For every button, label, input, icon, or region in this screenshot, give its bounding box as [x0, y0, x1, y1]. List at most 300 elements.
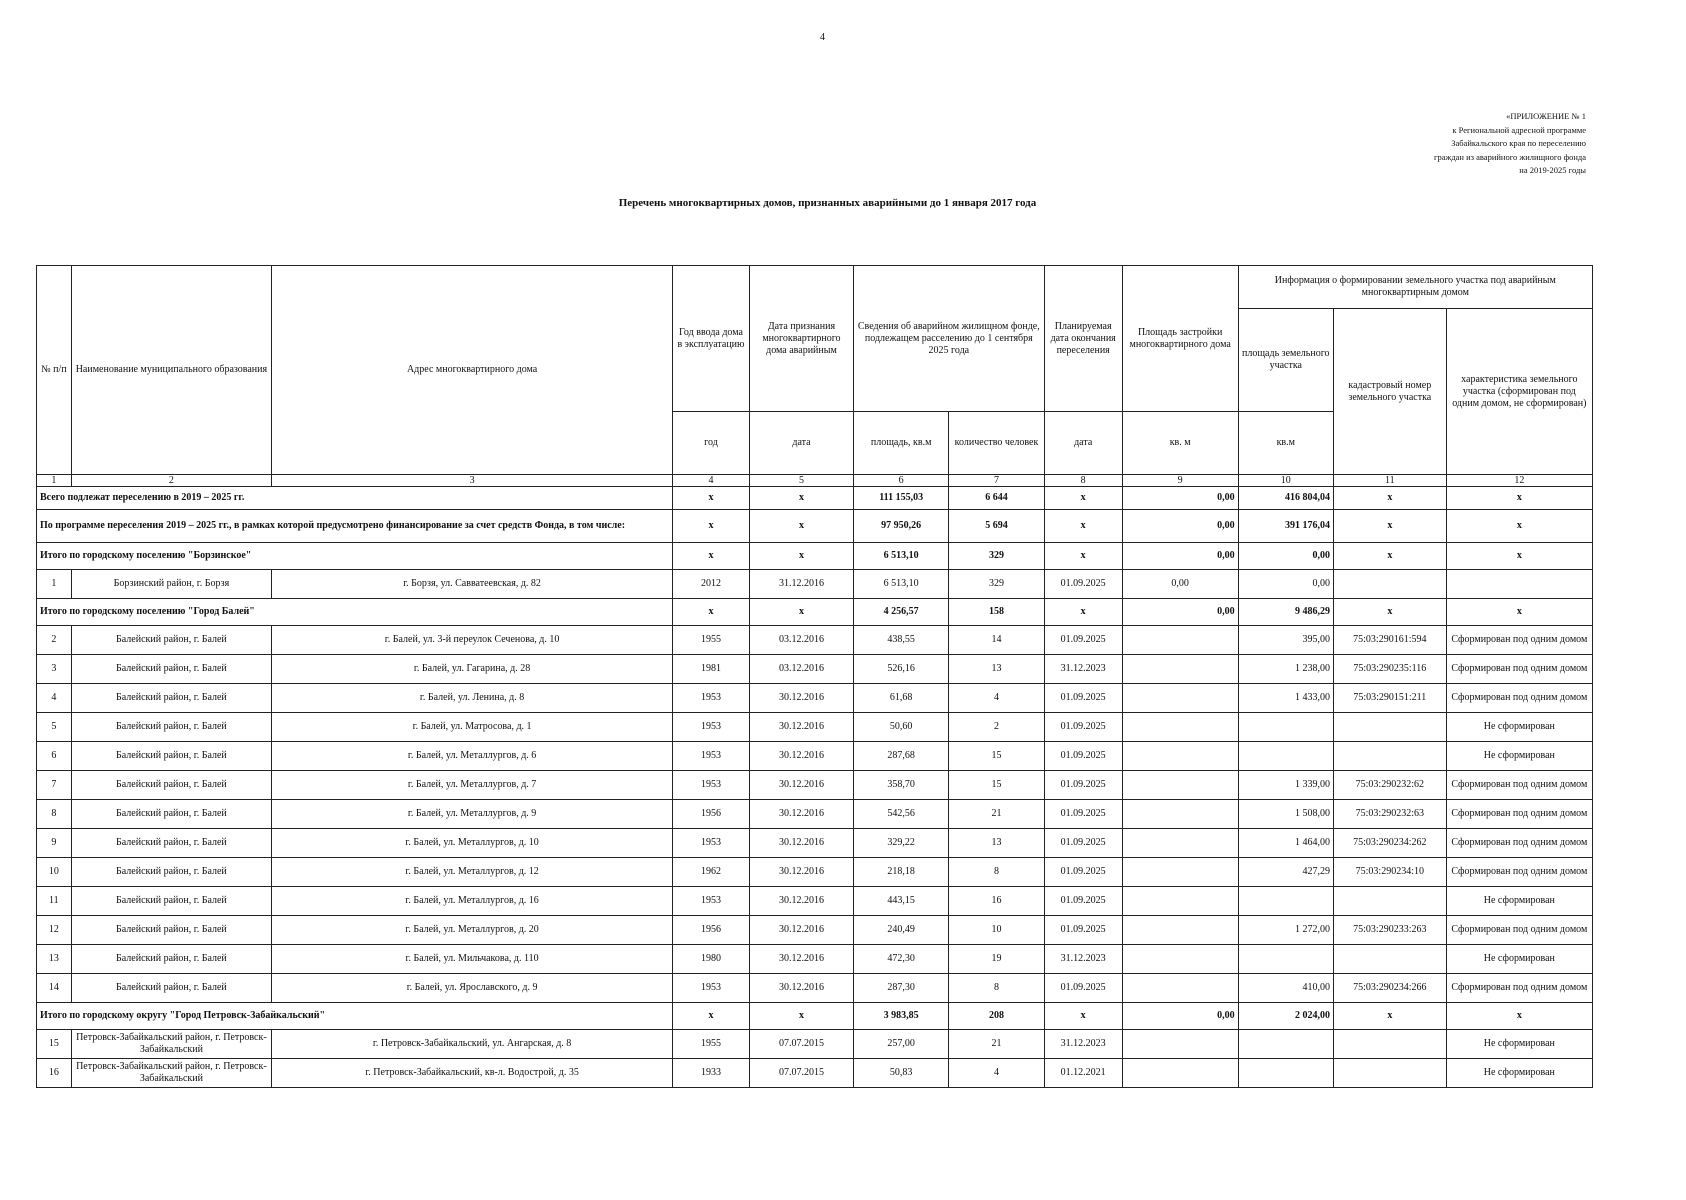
people-cell: 13 — [949, 829, 1044, 858]
summary-cell: x — [1333, 599, 1446, 626]
summary-row — [37, 487, 1593, 510]
year-cell: 1953 — [673, 742, 750, 771]
summary-cell: 111 155,03 — [853, 487, 948, 510]
address-cell: г. Балей, ул. Металлургов, д. 12 — [272, 858, 673, 887]
end-date-cell: 01.09.2025 — [1044, 858, 1122, 887]
row-number: 1 — [37, 570, 72, 599]
land-area-cell — [1238, 945, 1333, 974]
built-area-cell — [1122, 626, 1238, 655]
land-area-cell — [1238, 713, 1333, 742]
address-cell: г. Борзя, ул. Савватеевская, д. 82 — [272, 570, 673, 599]
summary-cell: 208 — [949, 1003, 1044, 1030]
summary-cell: x — [749, 510, 853, 543]
area-cell: 50,60 — [853, 713, 948, 742]
row-number: 4 — [37, 684, 72, 713]
summary-cell: 6 644 — [949, 487, 1044, 510]
date-cell: 30.12.2016 — [749, 800, 853, 829]
date-cell: 30.12.2016 — [749, 974, 853, 1003]
summary-cell: 2 024,00 — [1238, 1003, 1333, 1030]
summary-cell: 9 486,29 — [1238, 599, 1333, 626]
land-char-cell: Не сформирован — [1446, 1059, 1592, 1088]
date-cell: 30.12.2016 — [749, 887, 853, 916]
column-number: 10 — [1238, 475, 1333, 487]
row-number: 5 — [37, 713, 72, 742]
row-number: 8 — [37, 800, 72, 829]
land-area-cell: 427,29 — [1238, 858, 1333, 887]
summary-cell: x — [1446, 487, 1592, 510]
land-char-cell: Не сформирован — [1446, 887, 1592, 916]
people-cell: 8 — [949, 974, 1044, 1003]
cadastral-cell: 75:03:290151:211 — [1333, 684, 1446, 713]
summary-row — [37, 543, 1593, 570]
summary-row — [37, 510, 1593, 543]
people-cell: 2 — [949, 713, 1044, 742]
land-char-cell: Сформирован под одним домом — [1446, 829, 1592, 858]
built-area-cell — [1122, 916, 1238, 945]
summary-cell: 0,00 — [1122, 487, 1238, 510]
end-date-cell: 01.09.2025 — [1044, 742, 1122, 771]
table-row — [37, 570, 1593, 599]
area-cell: 50,83 — [853, 1059, 948, 1088]
land-area-cell: 1 433,00 — [1238, 684, 1333, 713]
area-cell: 218,18 — [853, 858, 948, 887]
land-area-cell: 410,00 — [1238, 974, 1333, 1003]
built-area-cell — [1122, 829, 1238, 858]
summary-label: Итого по городскому поселению "Борзинское" — [37, 543, 673, 570]
area-cell: 472,30 — [853, 945, 948, 974]
municipality-cell: Балейский район, г. Балей — [71, 713, 271, 742]
area-cell: 443,15 — [853, 887, 948, 916]
row-number: 15 — [37, 1030, 72, 1059]
table-body — [37, 487, 1593, 1088]
date-cell: 03.12.2016 — [749, 655, 853, 684]
address-cell: г. Балей, ул. Ярославского, д. 9 — [272, 974, 673, 1003]
address-cell: г. Балей, ул. Металлургов, д. 6 — [272, 742, 673, 771]
built-area-cell: 0,00 — [1122, 570, 1238, 599]
date-cell: 07.07.2015 — [749, 1030, 853, 1059]
area-cell: 287,68 — [853, 742, 948, 771]
date-cell: 30.12.2016 — [749, 742, 853, 771]
table-row — [37, 974, 1593, 1003]
address-cell: г. Балей, ул. Металлургов, д. 9 — [272, 800, 673, 829]
row-number: 6 — [37, 742, 72, 771]
cadastral-cell: 75:03:290233:263 — [1333, 916, 1446, 945]
summary-row — [37, 599, 1593, 626]
year-cell: 1956 — [673, 916, 750, 945]
cadastral-cell — [1333, 570, 1446, 599]
summary-cell: 5 694 — [949, 510, 1044, 543]
land-char-cell: Сформирован под одним домом — [1446, 858, 1592, 887]
cadastral-cell — [1333, 887, 1446, 916]
summary-cell: x — [1446, 543, 1592, 570]
end-date-cell: 01.12.2021 — [1044, 1059, 1122, 1088]
date-cell: 30.12.2016 — [749, 684, 853, 713]
people-cell: 21 — [949, 1030, 1044, 1059]
summary-row — [37, 1003, 1593, 1030]
cadastral-cell: 75:03:290232:63 — [1333, 800, 1446, 829]
summary-cell: 416 804,04 — [1238, 487, 1333, 510]
column-number: 9 — [1122, 475, 1238, 487]
cadastral-cell — [1333, 1059, 1446, 1088]
table-row — [37, 945, 1593, 974]
summary-cell: 3 983,85 — [853, 1003, 948, 1030]
row-number: 9 — [37, 829, 72, 858]
column-number: 12 — [1446, 475, 1592, 487]
year-cell: 1933 — [673, 1059, 750, 1088]
land-char-cell: Не сформирован — [1446, 1030, 1592, 1059]
end-date-cell: 01.09.2025 — [1044, 829, 1122, 858]
address-cell: г. Балей, ул. Металлургов, д. 20 — [272, 916, 673, 945]
appendix-line: Забайкальского края по переселению — [1451, 138, 1586, 148]
summary-cell: x — [1044, 543, 1122, 570]
table-row — [37, 829, 1593, 858]
end-date-cell: 01.09.2025 — [1044, 684, 1122, 713]
built-area-cell — [1122, 771, 1238, 800]
area-cell: 257,00 — [853, 1030, 948, 1059]
municipality-cell: Балейский район, г. Балей — [71, 858, 271, 887]
built-area-cell — [1122, 974, 1238, 1003]
people-cell: 15 — [949, 742, 1044, 771]
address-cell: г. Балей, ул. Ленина, д. 8 — [272, 684, 673, 713]
summary-cell: 0,00 — [1122, 1003, 1238, 1030]
unit-year: год — [673, 412, 750, 475]
people-cell: 15 — [949, 771, 1044, 800]
built-area-cell — [1122, 1030, 1238, 1059]
header-fund-info: Сведения об аварийном жилищном фонде, подлежащем расселению до 1 сентября 2025 года — [853, 266, 1044, 412]
year-cell: 1953 — [673, 771, 750, 800]
municipality-cell: Петровск-Забайкальский район, г. Петровск-Забайкальский — [71, 1059, 271, 1088]
end-date-cell: 31.12.2023 — [1044, 1030, 1122, 1059]
end-date-cell: 31.12.2023 — [1044, 655, 1122, 684]
year-cell: 1953 — [673, 713, 750, 742]
summary-label: По программе переселения 2019 – 2025 гг., в рамках которой предусмотрено финансирование за счет средств Фонда, в том числе: — [37, 510, 673, 543]
summary-cell: x — [673, 599, 750, 626]
cadastral-cell — [1333, 742, 1446, 771]
built-area-cell — [1122, 684, 1238, 713]
table-row — [37, 742, 1593, 771]
built-area-cell — [1122, 655, 1238, 684]
area-cell: 61,68 — [853, 684, 948, 713]
summary-cell: x — [1446, 510, 1592, 543]
cadastral-cell: 75:03:290235:116 — [1333, 655, 1446, 684]
land-area-cell — [1238, 1030, 1333, 1059]
land-char-cell: Сформирован под одним домом — [1446, 626, 1592, 655]
land-area-cell: 1 272,00 — [1238, 916, 1333, 945]
column-number: 6 — [853, 475, 948, 487]
summary-cell: x — [1044, 510, 1122, 543]
municipality-cell: Балейский район, г. Балей — [71, 887, 271, 916]
date-cell: 03.12.2016 — [749, 626, 853, 655]
address-cell: г. Балей, ул. Мильчакова, д. 110 — [272, 945, 673, 974]
row-number: 10 — [37, 858, 72, 887]
address-cell: г. Балей, ул. 3-й переулок Сеченова, д. 10 — [272, 626, 673, 655]
end-date-cell: 01.09.2025 — [1044, 800, 1122, 829]
date-cell: 30.12.2016 — [749, 945, 853, 974]
municipality-cell: Борзинский район, г. Борзя — [71, 570, 271, 599]
row-number: 2 — [37, 626, 72, 655]
end-date-cell: 01.09.2025 — [1044, 570, 1122, 599]
area-cell: 329,22 — [853, 829, 948, 858]
row-number: 16 — [37, 1059, 72, 1088]
header-address: Адрес многоквартирного дома — [272, 266, 673, 475]
people-cell: 19 — [949, 945, 1044, 974]
year-cell: 1962 — [673, 858, 750, 887]
land-char-cell: Сформирован под одним домом — [1446, 684, 1592, 713]
row-number: 3 — [37, 655, 72, 684]
end-date-cell: 31.12.2023 — [1044, 945, 1122, 974]
municipality-cell: Балейский район, г. Балей — [71, 829, 271, 858]
area-cell: 526,16 — [853, 655, 948, 684]
land-area-cell — [1238, 887, 1333, 916]
end-date-cell: 01.09.2025 — [1044, 771, 1122, 800]
summary-cell: x — [749, 1003, 853, 1030]
appendix-line: на 2019-2025 годы — [1519, 165, 1586, 175]
page-number: 4 — [820, 32, 825, 43]
summary-cell: 0,00 — [1122, 599, 1238, 626]
summary-cell: 97 950,26 — [853, 510, 948, 543]
header-date-recognized: Дата признания многоквартирного дома аварийным — [749, 266, 853, 412]
unit-date: дата — [749, 412, 853, 475]
table-row — [37, 858, 1593, 887]
year-cell: 2012 — [673, 570, 750, 599]
municipality-cell: Балейский район, г. Балей — [71, 626, 271, 655]
people-cell: 329 — [949, 570, 1044, 599]
address-cell: г. Петровск-Забайкальский, ул. Ангарская, д. 8 — [272, 1030, 673, 1059]
table-row — [37, 800, 1593, 829]
row-number: 14 — [37, 974, 72, 1003]
row-number: 7 — [37, 771, 72, 800]
area-cell: 6 513,10 — [853, 570, 948, 599]
table-row — [37, 771, 1593, 800]
area-cell: 542,56 — [853, 800, 948, 829]
summary-cell: x — [673, 1003, 750, 1030]
appendix-note — [1434, 110, 1586, 178]
unit-date: дата — [1044, 412, 1122, 475]
land-area-cell — [1238, 1059, 1333, 1088]
summary-cell: x — [749, 599, 853, 626]
area-cell: 240,49 — [853, 916, 948, 945]
appendix-line: к Региональной адресной программе — [1452, 124, 1586, 135]
land-char-cell: Сформирован под одним домом — [1446, 771, 1592, 800]
summary-cell: x — [1044, 487, 1122, 510]
municipality-cell: Балейский район, г. Балей — [71, 742, 271, 771]
built-area-cell — [1122, 887, 1238, 916]
land-char-cell: Не сформирован — [1446, 713, 1592, 742]
people-cell: 13 — [949, 655, 1044, 684]
municipality-cell: Балейский район, г. Балей — [71, 771, 271, 800]
column-number: 2 — [71, 475, 271, 487]
header-planned-end: Планируемая дата окончания переселения — [1044, 266, 1122, 412]
unit-area: площадь, кв.м — [853, 412, 948, 475]
summary-cell: 391 176,04 — [1238, 510, 1333, 543]
summary-cell: x — [1333, 543, 1446, 570]
year-cell: 1955 — [673, 626, 750, 655]
unit-sqm: кв. м — [1122, 412, 1238, 475]
cadastral-cell — [1333, 1030, 1446, 1059]
header-municipality: Наименование муниципального образования — [71, 266, 271, 475]
end-date-cell: 01.09.2025 — [1044, 626, 1122, 655]
summary-cell: x — [1044, 599, 1122, 626]
header-land-info: Информация о формировании земельного участка под аварийным многоквартирным домом — [1238, 266, 1592, 309]
year-cell: 1955 — [673, 1030, 750, 1059]
emergency-housing-table — [36, 265, 1593, 1088]
year-cell: 1953 — [673, 887, 750, 916]
land-area-cell: 0,00 — [1238, 570, 1333, 599]
column-number-row — [37, 475, 1593, 487]
people-cell: 14 — [949, 626, 1044, 655]
address-cell: г. Балей, ул. Металлургов, д. 10 — [272, 829, 673, 858]
municipality-cell: Балейский район, г. Балей — [71, 684, 271, 713]
people-cell: 8 — [949, 858, 1044, 887]
municipality-cell: Балейский район, г. Балей — [71, 974, 271, 1003]
end-date-cell: 01.09.2025 — [1044, 887, 1122, 916]
summary-cell: x — [673, 543, 750, 570]
summary-cell: 158 — [949, 599, 1044, 626]
built-area-cell — [1122, 742, 1238, 771]
year-cell: 1980 — [673, 945, 750, 974]
land-char-cell: Сформирован под одним домом — [1446, 974, 1592, 1003]
address-cell: г. Петровск-Забайкальский, кв-л. Водострой, д. 35 — [272, 1059, 673, 1088]
built-area-cell — [1122, 858, 1238, 887]
municipality-cell: Балейский район, г. Балей — [71, 945, 271, 974]
cadastral-cell — [1333, 713, 1446, 742]
column-number: 1 — [37, 475, 72, 487]
table-row — [37, 887, 1593, 916]
date-cell: 30.12.2016 — [749, 771, 853, 800]
table-row — [37, 626, 1593, 655]
date-cell: 30.12.2016 — [749, 713, 853, 742]
year-cell: 1953 — [673, 684, 750, 713]
cadastral-cell: 75:03:290234:262 — [1333, 829, 1446, 858]
summary-cell: x — [749, 487, 853, 510]
land-char-cell — [1446, 570, 1592, 599]
unit-people: количество человек — [949, 412, 1044, 475]
summary-cell: x — [673, 510, 750, 543]
land-char-cell: Сформирован под одним домом — [1446, 916, 1592, 945]
table-row — [37, 916, 1593, 945]
built-area-cell — [1122, 800, 1238, 829]
people-cell: 4 — [949, 684, 1044, 713]
header-year-built: Год ввода дома в эксплуатацию — [673, 266, 750, 412]
land-area-cell: 1 464,00 — [1238, 829, 1333, 858]
summary-label: Итого по городскому поселению "Город Балей" — [37, 599, 673, 626]
summary-cell: x — [1333, 510, 1446, 543]
built-area-cell — [1122, 713, 1238, 742]
summary-cell: x — [1333, 1003, 1446, 1030]
summary-label: Всего подлежат переселению в 2019 – 2025 гг. — [37, 487, 673, 510]
area-cell: 287,30 — [853, 974, 948, 1003]
column-number: 3 — [272, 475, 673, 487]
municipality-cell: Петровск-Забайкальский район, г. Петровск-Забайкальский — [71, 1030, 271, 1059]
summary-cell: x — [1446, 1003, 1592, 1030]
header-land-char: характеристика земельного участка (сформирован под одним домом, не сформирован) — [1446, 309, 1592, 475]
summary-cell: x — [749, 543, 853, 570]
date-cell: 30.12.2016 — [749, 858, 853, 887]
summary-cell: x — [1333, 487, 1446, 510]
date-cell: 30.12.2016 — [749, 829, 853, 858]
land-area-cell: 395,00 — [1238, 626, 1333, 655]
municipality-cell: Балейский район, г. Балей — [71, 655, 271, 684]
people-cell: 16 — [949, 887, 1044, 916]
cadastral-cell: 75:03:290232:62 — [1333, 771, 1446, 800]
area-cell: 438,55 — [853, 626, 948, 655]
summary-cell: x — [1044, 1003, 1122, 1030]
summary-label: Итого по городскому округу "Город Петровск-Забайкальский" — [37, 1003, 673, 1030]
header-built-area: Площадь застройки многоквартирного дома — [1122, 266, 1238, 412]
address-cell: г. Балей, ул. Металлургов, д. 7 — [272, 771, 673, 800]
row-number: 11 — [37, 887, 72, 916]
address-cell: г. Балей, ул. Матросова, д. 1 — [272, 713, 673, 742]
unit-sqm: кв.м — [1238, 412, 1333, 475]
date-cell: 30.12.2016 — [749, 916, 853, 945]
table-row — [37, 1059, 1593, 1088]
column-number: 4 — [673, 475, 750, 487]
summary-cell: 4 256,57 — [853, 599, 948, 626]
header-land-area: площадь земельного участка — [1238, 309, 1333, 412]
land-char-cell: Сформирован под одним домом — [1446, 800, 1592, 829]
year-cell: 1981 — [673, 655, 750, 684]
document-title: Перечень многоквартирных домов, признанных аварийными до 1 января 2017 года — [618, 197, 1037, 209]
cadastral-cell — [1333, 945, 1446, 974]
cadastral-cell: 75:03:290161:594 — [1333, 626, 1446, 655]
land-char-cell: Сформирован под одним домом — [1446, 655, 1592, 684]
address-cell: г. Балей, ул. Металлургов, д. 16 — [272, 887, 673, 916]
year-cell: 1953 — [673, 829, 750, 858]
appendix-line: граждан из аварийного жилищного фонда — [1433, 151, 1586, 162]
people-cell: 10 — [949, 916, 1044, 945]
column-number: 7 — [949, 475, 1044, 487]
year-cell: 1956 — [673, 800, 750, 829]
header-cadastral: кадастровый номер земельного участка — [1333, 309, 1446, 475]
table-row — [37, 684, 1593, 713]
area-cell: 358,70 — [853, 771, 948, 800]
column-number: 11 — [1333, 475, 1446, 487]
table-header — [37, 266, 1593, 487]
land-area-cell: 1 339,00 — [1238, 771, 1333, 800]
land-char-cell: Не сформирован — [1446, 742, 1592, 771]
cadastral-cell: 75:03:290234:10 — [1333, 858, 1446, 887]
summary-cell: 329 — [949, 543, 1044, 570]
column-number: 5 — [749, 475, 853, 487]
end-date-cell: 01.09.2025 — [1044, 974, 1122, 1003]
year-cell: 1953 — [673, 974, 750, 1003]
built-area-cell — [1122, 945, 1238, 974]
date-cell: 07.07.2015 — [749, 1059, 853, 1088]
summary-cell: 0,00 — [1238, 543, 1333, 570]
municipality-cell: Балейский район, г. Балей — [71, 800, 271, 829]
row-number: 12 — [37, 916, 72, 945]
end-date-cell: 01.09.2025 — [1044, 713, 1122, 742]
summary-cell: 0,00 — [1122, 543, 1238, 570]
table-row — [37, 655, 1593, 684]
land-area-cell: 1 508,00 — [1238, 800, 1333, 829]
row-number: 13 — [37, 945, 72, 974]
appendix-line: «ПРИЛОЖЕНИЕ № 1 — [1506, 111, 1586, 121]
summary-cell: x — [673, 487, 750, 510]
summary-cell: x — [1446, 599, 1592, 626]
table-row — [37, 1030, 1593, 1059]
people-cell: 21 — [949, 800, 1044, 829]
date-cell: 31.12.2016 — [749, 570, 853, 599]
built-area-cell — [1122, 1059, 1238, 1088]
cadastral-cell: 75:03:290234:266 — [1333, 974, 1446, 1003]
header-num: № п/п — [37, 266, 72, 475]
land-area-cell — [1238, 742, 1333, 771]
column-number: 8 — [1044, 475, 1122, 487]
end-date-cell: 01.09.2025 — [1044, 916, 1122, 945]
table-row — [37, 713, 1593, 742]
municipality-cell: Балейский район, г. Балей — [71, 916, 271, 945]
